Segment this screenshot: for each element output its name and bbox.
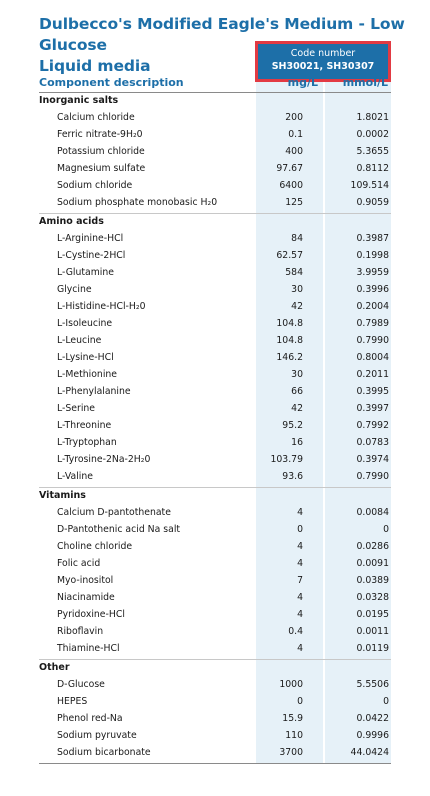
value-mg: 16 [291, 437, 303, 448]
value-mmol: 0.0422 [356, 713, 389, 724]
value-mmol: 0.0011 [356, 626, 389, 637]
value-mg: 95.2 [282, 420, 303, 431]
table-row [39, 572, 391, 589]
component-name: Calcium D-pantothenate [57, 507, 171, 518]
value-mmol: 0.9059 [356, 197, 389, 208]
value-mg: 0.1 [288, 129, 303, 140]
value-mg: 4 [297, 541, 303, 552]
value-mg: 3700 [279, 747, 303, 758]
component-name: L-Phenylalanine [57, 386, 131, 397]
value-mg: 97.67 [276, 163, 303, 174]
table-row [39, 417, 391, 434]
table-row [39, 247, 391, 264]
component-name: Niacinamide [57, 592, 115, 603]
value-mmol: 0.0002 [356, 129, 389, 140]
code-number-label: Code number [290, 48, 356, 59]
table-row [39, 727, 391, 744]
table-row [39, 281, 391, 298]
value-mg: 0.4 [288, 626, 303, 637]
component-name: Calcium chloride [57, 112, 135, 123]
value-mg: 66 [291, 386, 303, 397]
title-line-2: Liquid media [39, 57, 151, 75]
table-row [39, 710, 391, 727]
table-row [39, 315, 391, 332]
section-heading: Inorganic salts [39, 95, 119, 106]
table-row [39, 468, 391, 485]
table-row [39, 230, 391, 247]
component-name: Sodium phosphate monobasic H₂0 [57, 197, 218, 208]
value-mmol: 0.3987 [356, 233, 389, 244]
section-heading: Other [39, 662, 70, 673]
component-name: Pyridoxine-HCl [57, 609, 125, 620]
section-heading: Amino acids [39, 216, 104, 227]
value-mg: 103.79 [270, 454, 303, 465]
table-row [39, 349, 391, 366]
column-header-description: Component description [39, 76, 184, 89]
value-mg: 84 [291, 233, 303, 244]
value-mmol: 0.8004 [356, 352, 389, 363]
value-mmol: 0.8112 [356, 163, 389, 174]
table-row [39, 434, 391, 451]
section-heading: Vitamins [39, 490, 86, 501]
component-name: L-Cystine-2HCl [57, 250, 126, 261]
component-name: Myo-inositol [57, 575, 114, 586]
value-mg: 110 [285, 730, 303, 741]
table-row [39, 744, 391, 761]
value-mmol: 0.7990 [356, 335, 389, 346]
value-mg: 4 [297, 643, 303, 654]
value-mg: 125 [285, 197, 303, 208]
table-row [39, 109, 391, 126]
value-mg: 6400 [279, 180, 303, 191]
value-mmol: 0.0091 [356, 558, 389, 569]
table-row [39, 451, 391, 468]
component-name: HEPES [57, 696, 88, 707]
value-mmol: 0.0328 [356, 592, 389, 603]
table-rule [39, 92, 391, 93]
value-mmol: 0.1998 [356, 250, 389, 261]
table-row [39, 400, 391, 417]
value-mg: 93.6 [282, 471, 303, 482]
table-rule [39, 487, 391, 488]
table-row [39, 606, 391, 623]
code-number-value: SH30021, SH30307 [271, 61, 375, 72]
table-row [39, 538, 391, 555]
component-name: D-Pantothenic acid Na salt [57, 524, 181, 535]
table-row [39, 640, 391, 657]
value-mmol: 0.0783 [356, 437, 389, 448]
component-name: L-Methionine [57, 369, 118, 380]
value-mg: 200 [285, 112, 303, 123]
table-row [39, 366, 391, 383]
value-mg: 146.2 [276, 352, 303, 363]
value-mg: 0 [297, 524, 303, 535]
value-mg: 1000 [279, 679, 303, 690]
component-name: L-Threonine [57, 420, 112, 431]
component-name: Sodium bicarbonate [57, 747, 151, 758]
value-mmol: 0.0195 [356, 609, 389, 620]
component-name: L-Tryptophan [57, 437, 117, 448]
component-name: Thiamine-HCl [57, 643, 120, 654]
value-mg: 400 [285, 146, 303, 157]
component-name: Sodium pyruvate [57, 730, 137, 741]
table-row [39, 383, 391, 400]
value-mg: 62.57 [276, 250, 303, 261]
column-header-mmol: mmol/L [342, 76, 388, 89]
table-header [39, 76, 391, 92]
value-mg: 42 [291, 301, 303, 312]
value-mg: 584 [285, 267, 303, 278]
value-mmol: 44.0424 [350, 747, 389, 758]
value-mmol: 0.7992 [356, 420, 389, 431]
component-name: L-Leucine [57, 335, 102, 346]
component-name: Phenol red-Na [57, 713, 123, 724]
component-name: Sodium chloride [57, 180, 133, 191]
table-row [39, 194, 391, 211]
component-name: L-Valine [57, 471, 93, 482]
component-name: D-Glucose [57, 679, 105, 690]
component-name: Glycine [57, 284, 92, 295]
component-name: L-Serine [57, 403, 96, 414]
table-row [39, 589, 391, 606]
value-mg: 4 [297, 558, 303, 569]
component-name: L-Glutamine [57, 267, 114, 278]
value-mmol: 0.3974 [356, 454, 389, 465]
value-mmol: 0 [383, 524, 389, 535]
component-name: L-Lysine-HCl [57, 352, 114, 363]
value-mmol: 5.3655 [356, 146, 389, 157]
component-name: Magnesium sulfate [57, 163, 146, 174]
value-mmol: 3.9959 [356, 267, 389, 278]
value-mmol: 0.0389 [356, 575, 389, 586]
component-name: L-Tyrosine-2Na-2H₂0 [57, 454, 151, 465]
table-row [39, 693, 391, 710]
value-mmol: 0.3995 [356, 386, 389, 397]
value-mmol: 0.9996 [356, 730, 389, 741]
table-row [39, 555, 391, 572]
value-mmol: 0 [383, 696, 389, 707]
value-mmol: 0.0119 [356, 643, 389, 654]
value-mg: 104.8 [276, 318, 303, 329]
table-rule [39, 659, 391, 660]
value-mg: 0 [297, 696, 303, 707]
value-mmol: 0.7990 [356, 471, 389, 482]
value-mg: 7 [297, 575, 303, 586]
value-mg: 30 [291, 284, 303, 295]
table-row [39, 264, 391, 281]
table-rule [39, 213, 391, 214]
table-row [39, 332, 391, 349]
value-mmol: 109.514 [350, 180, 389, 191]
value-mmol: 0.2011 [356, 369, 389, 380]
value-mg: 4 [297, 507, 303, 518]
component-name: L-Arginine-HCl [57, 233, 124, 244]
column-header-mg: mg/L [287, 76, 318, 89]
value-mmol: 0.3996 [356, 284, 389, 295]
table-row [39, 126, 391, 143]
component-name: Riboflavin [57, 626, 104, 637]
value-mmol: 0.2004 [356, 301, 389, 312]
title-line-1: Dulbecco's Modified Eagle's Medium - Low Glucose [39, 15, 405, 54]
value-mg: 15.9 [282, 713, 303, 724]
table-row [39, 177, 391, 194]
table-row [39, 623, 391, 640]
value-mmol: 0.3997 [356, 403, 389, 414]
value-mg: 104.8 [276, 335, 303, 346]
component-name: Choline chloride [57, 541, 133, 552]
value-mmol: 0.0286 [356, 541, 389, 552]
value-mmol: 1.8021 [356, 112, 389, 123]
table-rule [39, 763, 391, 764]
component-name: L-Histidine-HCl-H₂0 [57, 301, 146, 312]
value-mmol: 0.0084 [356, 507, 389, 518]
value-mg: 4 [297, 609, 303, 620]
table-row [39, 504, 391, 521]
table-row [39, 676, 391, 693]
value-mmol: 5.5506 [356, 679, 389, 690]
value-mg: 4 [297, 592, 303, 603]
value-mmol: 0.7989 [356, 318, 389, 329]
component-name: Ferric nitrate-9H₂0 [57, 129, 143, 140]
value-mg: 42 [291, 403, 303, 414]
table-row [39, 160, 391, 177]
value-mg: 30 [291, 369, 303, 380]
component-name: Folic acid [57, 558, 101, 569]
component-name: L-Isoleucine [57, 318, 113, 329]
table-row [39, 521, 391, 538]
table-row [39, 298, 391, 315]
table-row [39, 143, 391, 160]
component-name: Potassium chloride [57, 146, 145, 157]
